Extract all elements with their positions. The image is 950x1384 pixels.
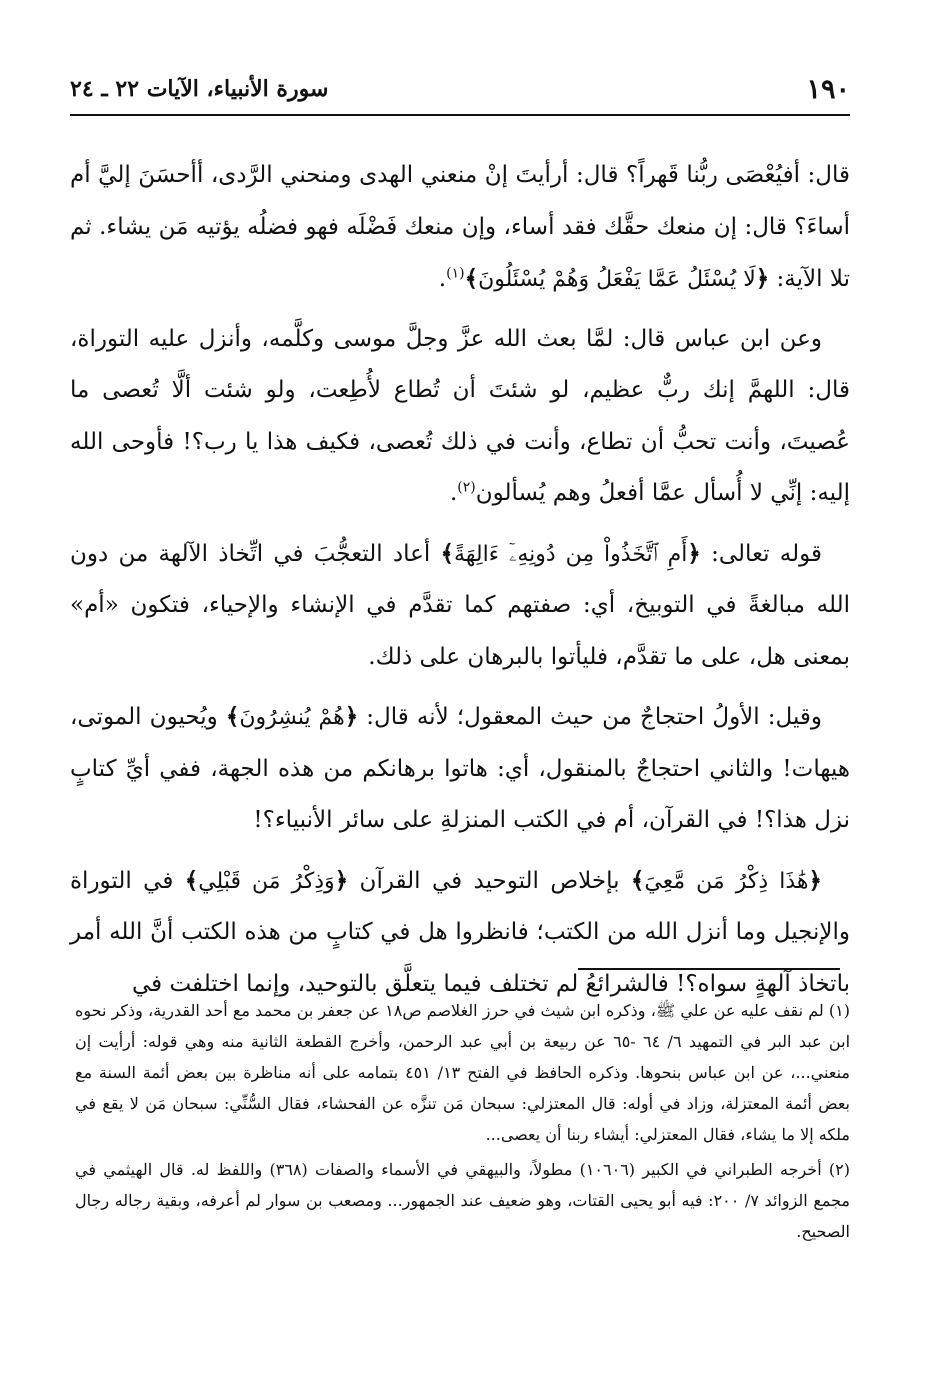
quran-open-bracket: ﴿ xyxy=(808,866,823,894)
footnotes xyxy=(75,995,850,1251)
text-span: وقيل: الأولُ احتجاجٌ من حيث المعقول؛ لأنه قال: xyxy=(358,704,823,730)
quran-close-bracket: ﴾ xyxy=(440,539,454,567)
running-title: سورة الأنبياء، الآيات ٢٢ ـ ٢٤ xyxy=(70,76,329,102)
footnote-ref: (٢) xyxy=(457,479,476,496)
footnote-number: (١) xyxy=(828,1001,850,1020)
footnote-text: أخرجه الطبراني في الكبير (١٠٦٠٦) مطولاً، والبيهقي في الأسماء والصفات (٣٦٨) واللفظ له. قال الهيثمي في مجمع الزوائد ٧/ ٢٠٠: فيه أبو يحيى القتات، وهو ضعيف عند الجمهور... ومصعب بن سوار لم أعرفه، وبقية رجاله رجال الصحيح. xyxy=(75,1160,851,1241)
text-span: في التوراة والإنجيل وما أنزل الله من الكتب؛ فانظروا هل في كتابٍ من هذه الكتب أنَّ الله أمر باتخاذ آلهةٍ سواه؟! فالشرائعُ لم تختلف فيما يتعلَّق بالتوحيد، وإنما اختلفت في xyxy=(70,867,850,997)
page-header xyxy=(70,70,850,116)
text-span: ويُحيون الموتى، هيهات! والثاني احتجاجٌ بالمنقول، أي: هاتوا برهانكم من هذه الجهة، ففي أيِّ كتابٍ نزل هذا؟! في القرآن، أم في الكتب المنزلةِ على سائر الأنبياء؟! xyxy=(70,704,850,833)
quran-verse: أَمِ ٱتَّخَذُواْ مِن دُونِهِۦٓ ءَالِهَةً xyxy=(453,541,688,567)
quran-open-bracket: ﴿ xyxy=(755,265,770,292)
text-span: وعن ابن عباس قال: لمَّا بعث الله عزَّ وجلَّ موسى وكلَّمه، وأنزل عليه التوراة، قال: اللهمَّ إنك ربٌّ عظيم، لو شئتَ أن تُطاع لأُطِعت، ولو شئت ألَّا تُعصى ما عُصيتَ، وأنت تحبُّ أن تطاع، وأنت في ذلك تُعصى، فكيف هذا يا رب؟! فأوحى الله إليه: إنِّي لا أُسأل عمَّا أفعلُ وهم يُسألون xyxy=(70,325,850,506)
footnote-2 xyxy=(75,1154,850,1247)
text-span: بإخلاص التوحيد في القرآن xyxy=(348,867,631,894)
quran-verse: وَذِكْرُ مَن قَبْلِي xyxy=(198,868,335,894)
quran-close-bracket: ﴾ xyxy=(630,866,645,894)
footnote-number: (٢) xyxy=(828,1160,850,1179)
quran-open-bracket: ﴿ xyxy=(687,539,701,567)
paragraph-2 xyxy=(70,314,850,520)
paragraph-1 xyxy=(70,150,850,306)
footnote-text: لم نقف عليه عن علي ﷺ، وذكره ابن شيث في حرز الغلاصم ص١٨ عن جعفر بن محمد مع أحد القدرية، وذكر نحوه ابن عبد البر في التمهيد ٦/ ٦٤ -٦٥ عن ربيعة بن أبي عبد الرحمن، وأخرج القطعة الثانية منه وهي قوله: أرأيت إن منعني...، عن ابن عباس بنحوها. وذكره الحافظ في الفتح ١٣/ ٤٥١ بتمامه على أنه مناظرة بين بعض أئمة السنة مع بعض أئمة المعتزلة، وزاد في أوله: قال المعتزلي: سبحان مَن تنزَّه عن الفحشاء، فقال السُّنِّي: سبحان مَن لا يقع في ملكه إلا ما يشاء، فقال المعتزلي: أيشاء ربنا أن يعصى... xyxy=(75,1001,851,1144)
main-text xyxy=(70,150,850,1018)
quran-verse: هُمْ يُنشِرُونَ xyxy=(239,705,345,730)
paragraph-4 xyxy=(70,691,850,847)
text-span: قوله تعالى: xyxy=(700,540,822,567)
quran-close-bracket: ﴾ xyxy=(184,866,199,894)
text-span: . xyxy=(438,266,447,292)
quran-verse: هَٰذَا ذِكْرُ مَن مَّعِيَ xyxy=(644,868,809,894)
text-span: قال: أفيُعْصَى ربُّنا قَهراً؟ قال: أرأيتَ إنْ منعني الهدى ومنحني الرَّدى، أأحسَنَ إليَّ أم أساءَ؟ قال: إن منعك حقَّك فقد أساء، وإن منعك فَضْلَه فهو فضلُه يؤتيه مَن يشاء. ثم تلا الآية: xyxy=(70,162,850,292)
quran-verse: لَا يُسْئَلُ عَمَّا يَفْعَلُ وَهُمْ يُسْئَلُونَ xyxy=(478,267,756,292)
paragraph-5 xyxy=(70,855,850,1011)
quran-open-bracket: ﴿ xyxy=(334,866,349,894)
paragraph-3 xyxy=(70,528,850,684)
quran-close-bracket: ﴾ xyxy=(464,265,479,292)
quran-open-bracket: ﴿ xyxy=(344,703,359,730)
text-span: أعاد التعجُّبَ في اتِّخاذ الآلهة من دون الله مبالغةً في التوبيخ، أي: صفتهم كما تقدَّم في الإنشاء والإحياء، فتكون «أم» بمعنى هل، على ما تقدَّم، فليأتوا بالبرهان على ذلك. xyxy=(70,540,850,670)
footnote-1 xyxy=(75,995,850,1150)
text-span: . xyxy=(449,480,458,506)
quran-close-bracket: ﴾ xyxy=(225,703,240,730)
page-number: ١٩٠ xyxy=(806,74,850,105)
footnote-ref: (١) xyxy=(446,265,465,282)
footnote-divider xyxy=(578,968,840,970)
